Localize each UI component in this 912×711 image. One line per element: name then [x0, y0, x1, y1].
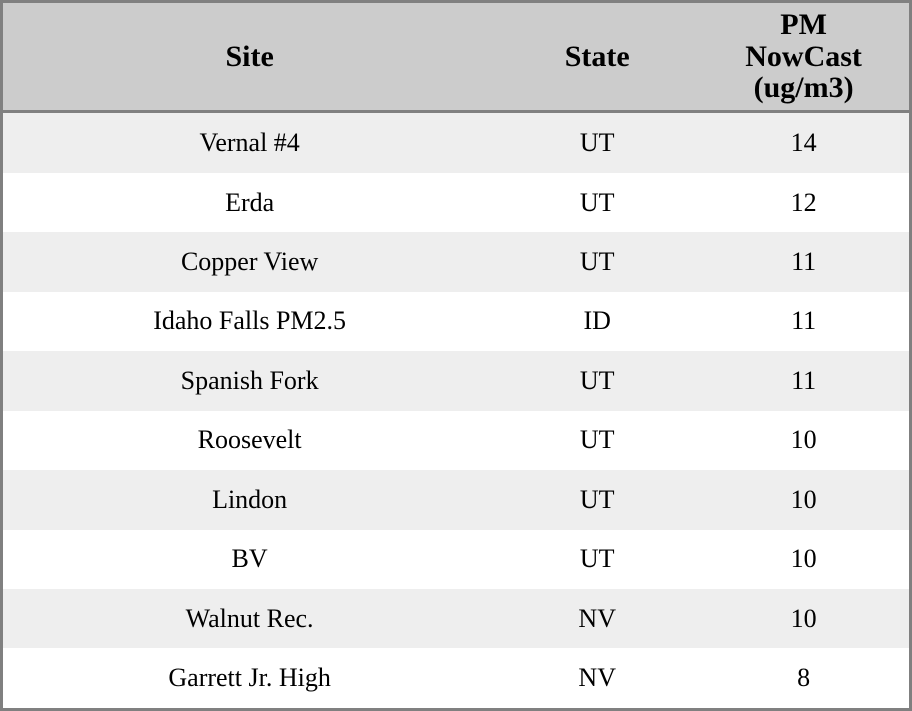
table-row	[3, 530, 909, 589]
cell-site: Roosevelt	[3, 411, 496, 470]
table-header	[3, 3, 909, 111]
cell-site: Vernal #4	[3, 111, 496, 173]
table-body	[3, 111, 909, 708]
column-header-state-line-1: State	[564, 39, 630, 73]
cell-site: Spanish Fork	[3, 351, 496, 410]
cell-pm-nowcast: 10	[698, 589, 909, 648]
cell-state: UT	[496, 232, 698, 291]
cell-site: Lindon	[3, 470, 496, 529]
table-row	[3, 648, 909, 708]
table-header-row	[3, 3, 909, 111]
cell-pm-nowcast: 11	[698, 232, 909, 291]
table-row	[3, 411, 909, 470]
cell-pm-nowcast: 12	[698, 173, 909, 232]
cell-pm-nowcast: 11	[698, 351, 909, 410]
cell-pm-nowcast: 8	[698, 648, 909, 708]
cell-state: UT	[496, 173, 698, 232]
table-row	[3, 173, 909, 232]
column-header-pm-nowcast	[698, 3, 909, 111]
table-row	[3, 292, 909, 351]
column-header-site	[3, 3, 496, 111]
cell-site: BV	[3, 530, 496, 589]
column-header-pm-nowcast-line-3: (ug/m3)	[753, 71, 854, 104]
cell-state: NV	[496, 648, 698, 708]
cell-site: Copper View	[3, 232, 496, 291]
cell-site: Idaho Falls PM2.5	[3, 292, 496, 351]
table-row	[3, 111, 909, 173]
cell-state: UT	[496, 351, 698, 410]
cell-pm-nowcast: 10	[698, 470, 909, 529]
cell-state: UT	[496, 530, 698, 589]
table-row	[3, 589, 909, 648]
cell-pm-nowcast: 11	[698, 292, 909, 351]
cell-state: UT	[496, 111, 698, 173]
cell-state: UT	[496, 470, 698, 529]
table-row	[3, 232, 909, 291]
cell-state: ID	[496, 292, 698, 351]
column-header-state	[496, 3, 698, 111]
column-header-site-line-1: Site	[225, 39, 274, 73]
air-quality-table	[3, 3, 909, 708]
cell-state: NV	[496, 589, 698, 648]
column-header-pm-nowcast-line-2: NowCast	[745, 39, 862, 73]
cell-pm-nowcast: 10	[698, 411, 909, 470]
cell-site: Erda	[3, 173, 496, 232]
cell-site: Garrett Jr. High	[3, 648, 496, 708]
cell-pm-nowcast: 14	[698, 111, 909, 173]
column-header-pm-nowcast-line-1: PM	[780, 8, 827, 41]
table-row	[3, 351, 909, 410]
cell-state: UT	[496, 411, 698, 470]
cell-pm-nowcast: 10	[698, 530, 909, 589]
cell-site: Walnut Rec.	[3, 589, 496, 648]
table-row	[3, 470, 909, 529]
